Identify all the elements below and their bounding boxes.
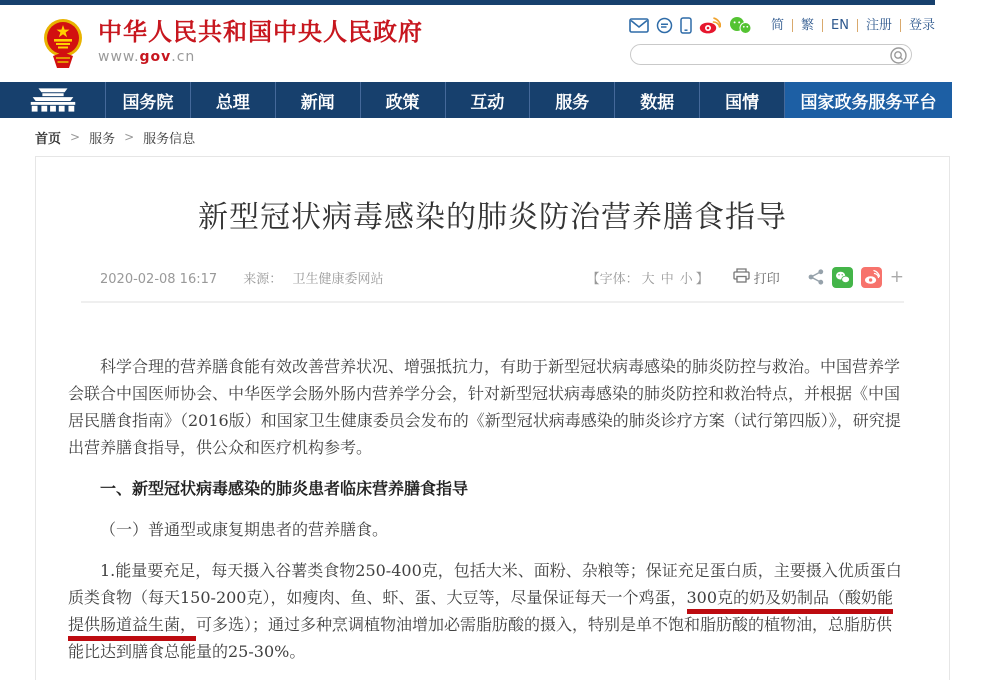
breadcrumb-service[interactable]: 服务 [89,131,116,147]
paragraph-energy-post: 可多选）；通过多种烹调植物油增加必需脂肪酸的摄入，特别是单不饱和脂肪酸的植物油，总脂肪供能比达到膳食总能量的25-30%。 [68,615,893,661]
nav-item-gov-service-platform[interactable]: 国家政务服务平台 [784,82,952,118]
search-icon[interactable] [890,47,907,68]
print-label: 打印 [753,271,780,287]
mobile-icon[interactable] [680,17,692,34]
lang-simplified-link[interactable]: 简 [763,19,793,32]
site-header [0,5,952,82]
site-logo[interactable] [40,17,423,73]
mail-icon[interactable] [629,18,649,33]
font-size-control [587,268,709,287]
paragraph-energy-pre: 1.能量要充足，每天摄入谷薯类食物250-400克，包括大米、面粉、杂粮等；保证充足蛋白质，主要摄入优质蛋白质类食物（每天150-200克），如瘦肉、鱼、虾、蛋、大豆等，尽量保证每天一个鸡蛋， [68,561,902,607]
weibo-icon[interactable] [699,16,721,34]
nav-item-zhengce[interactable]: 政策 [360,82,445,118]
font-size-small-button[interactable]: 小 [679,271,693,287]
nav-item-guoqing[interactable]: 国情 [699,82,784,118]
breadcrumb-home[interactable]: 首页 [35,131,62,147]
home-tiananmen-icon[interactable] [0,82,105,118]
url-cn: .cn [171,49,196,65]
font-size-large-button[interactable]: 大 [641,271,655,287]
printer-icon [733,268,750,287]
article-meta-left [100,268,383,287]
article-container [35,156,950,680]
site-title: 中华人民共和国中央人民政府 [98,18,423,46]
more-share-button[interactable]: + [889,266,904,287]
quick-links-row [575,13,935,37]
nav-item-guowuyuan[interactable]: 国务院 [105,82,190,118]
national-emblem-icon [40,17,86,73]
weibo-share-icon[interactable] [861,267,882,288]
source-label: 来源： [243,271,283,287]
lang-english-link[interactable]: EN [823,19,858,32]
article-body [36,303,949,680]
paragraph-intro: 科学合理的营养膳食能有效改善营养状况、增强抵抗力，有助于新型冠状病毒感染的肺炎防控与救治。中国营养学会联合中国医师协会、中华医学会肠外肠内营养学分会，针对新型冠状病毒感染的肺炎防控和救治特点，并根据《中国居民膳食指南》（2016版）和国家卫生健康委员会发布的《新型冠状病毒感染的肺炎诊疗方案（试行第四版）》，研究提出营养膳食指导，供公众和医疗机构参考。 [68,357,901,457]
search-box [630,44,912,65]
url-gov: gov [139,49,172,65]
wechat-icon[interactable] [728,16,752,34]
header-utilities [575,13,935,65]
nav-item-zongli[interactable]: 总理 [190,82,275,118]
site-url [98,49,423,65]
login-link[interactable]: 登录 [908,17,935,33]
share-icon[interactable] [808,269,824,285]
nav-item-fuwu[interactable]: 服务 [529,82,614,118]
share-group [808,267,904,288]
page-title: 新型冠状病毒感染的肺炎防治营养膳食指导 [198,200,787,235]
section-heading-1: 一、新型冠状病毒感染的肺炎患者临床营养膳食指导 [100,479,469,498]
nav-item-hudong[interactable]: 互动 [445,82,530,118]
breadcrumb-separator: > [124,130,135,144]
register-link[interactable]: 注册 [858,19,901,32]
red-underlined-text: 300克的奶及奶制品（酸奶能提供肠道益生菌， [68,588,893,641]
font-control-prefix: 【字体： [586,271,639,287]
nav-item-shuju[interactable]: 数据 [614,82,699,118]
nav-item-xinwen[interactable]: 新闻 [275,82,360,118]
wechat-share-icon[interactable] [832,267,853,288]
print-button[interactable] [733,268,780,287]
font-size-medium-button[interactable]: 中 [660,271,674,287]
publish-date: 2020-02-08 16:17 [100,271,218,287]
subsection-heading-1: （一）普通型或康复期患者的营养膳食。 [100,520,389,539]
article-meta-right [587,267,904,288]
search-input[interactable] [641,46,881,63]
main-nav [0,82,952,118]
breadcrumb-service-info: 服务信息 [143,131,196,147]
article-meta-row [100,266,904,288]
source-name[interactable]: 卫生健康委网站 [292,271,384,287]
paragraph-energy [68,557,904,665]
lang-traditional-link[interactable]: 繁 [793,19,823,32]
comment-icon[interactable] [656,17,673,34]
breadcrumb [0,118,985,156]
url-www: www. [98,49,140,65]
lang-account-links [763,19,935,32]
breadcrumb-separator: > [70,130,81,144]
font-control-suffix: 】 [695,271,709,287]
